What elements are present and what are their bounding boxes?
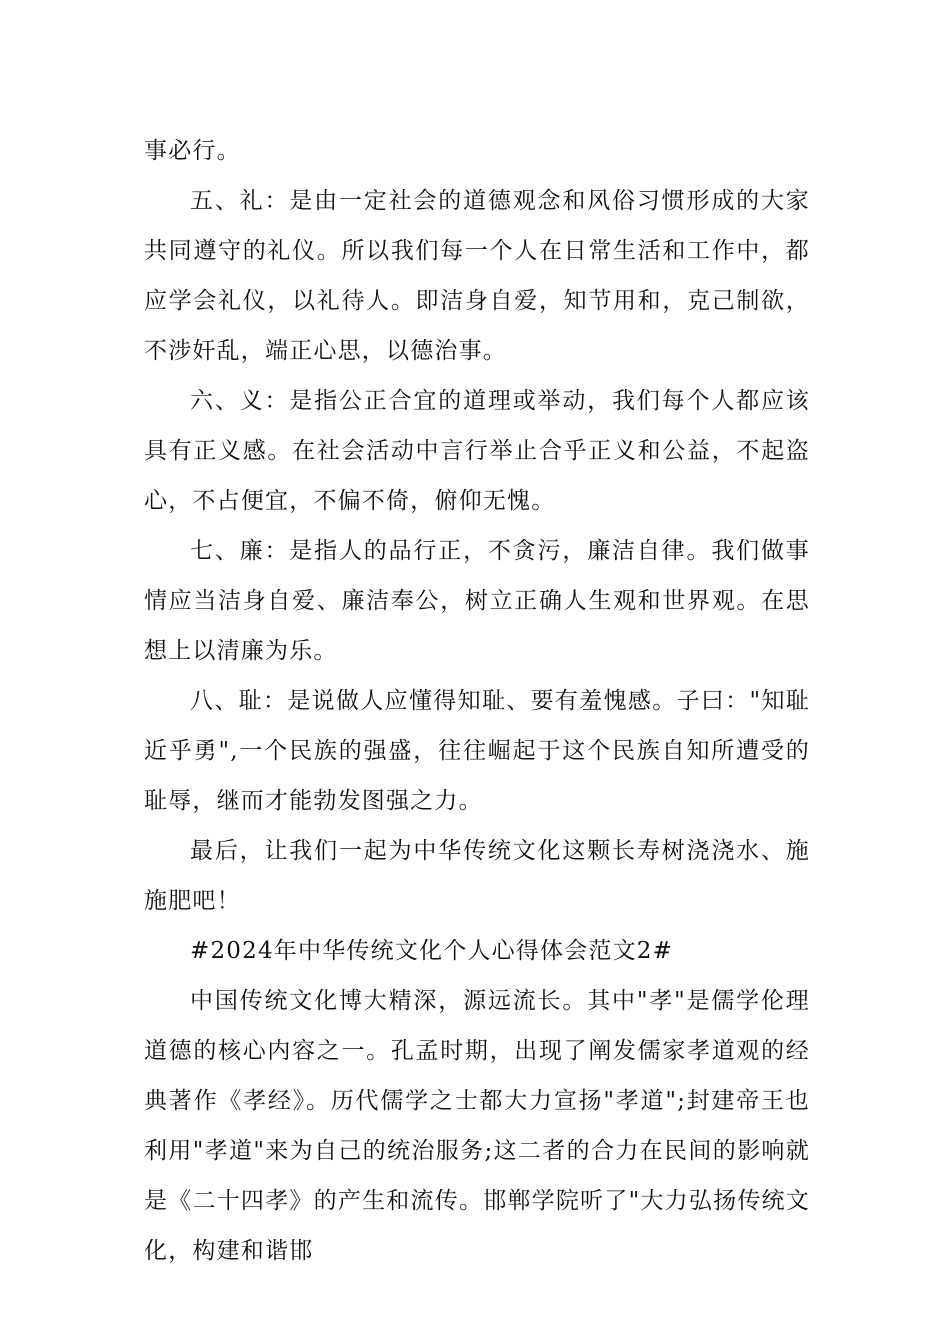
paragraph-xiao: 中国传统文化博大精深，源远流长。其中"孝"是儒学伦理道德的核心内容之一。孔孟时期，出现了阐发儒家孝道观的经典著作《孝经》。历代儒学之士都大力宣扬"孝道";封建帝王也利用"孝道"来为自己的统治服务;这二者的合力在民间的影响就是《二十四孝》的产生和流传。邯郸学院听了"大力弘扬传统文化，构建和谐邯 [144, 988, 810, 1264]
paragraph-lian: 七、廉：是指人的品行正，不贪污，廉洁自律。我们做事情应当洁身自爱、廉洁奉公，树立正确人生观和世界观。在思想上以清廉为乐。 [144, 538, 810, 664]
paragraph-li: 五、礼：是由一定社会的道德观念和风俗习惯形成的大家共同遵守的礼仪。所以我们每一个人在日常生活和工作中，都应学会礼仪，以礼待人。即洁身自爱，知节用和，克己制欲，不涉奸乱，端正心思，以德治事。 [144, 188, 810, 364]
paragraph-continuation: 事必行。 [144, 138, 241, 164]
paragraph-chi: 八、耻：是说做人应懂得知耻、要有羞愧感。子曰："知耻近乎勇",一个民族的强盛，往往崛起于这个民族自知所遭受的耻辱，继而才能勃发图强之力。 [144, 688, 810, 814]
paragraph-closing: 最后，让我们一起为中华传统文化这颗长寿树浇浇水、施施肥吧！ [144, 838, 810, 914]
section-heading: #2024年中华传统文化个人心得体会范文2# [190, 938, 674, 964]
document-page [144, 126, 810, 1276]
paragraph-yi: 六、义：是指公正合宜的道理或举动，我们每个人都应该具有正义感。在社会活动中言行举止合乎正义和公益，不起盗心，不占便宜，不偏不倚，俯仰无愧。 [144, 388, 810, 514]
